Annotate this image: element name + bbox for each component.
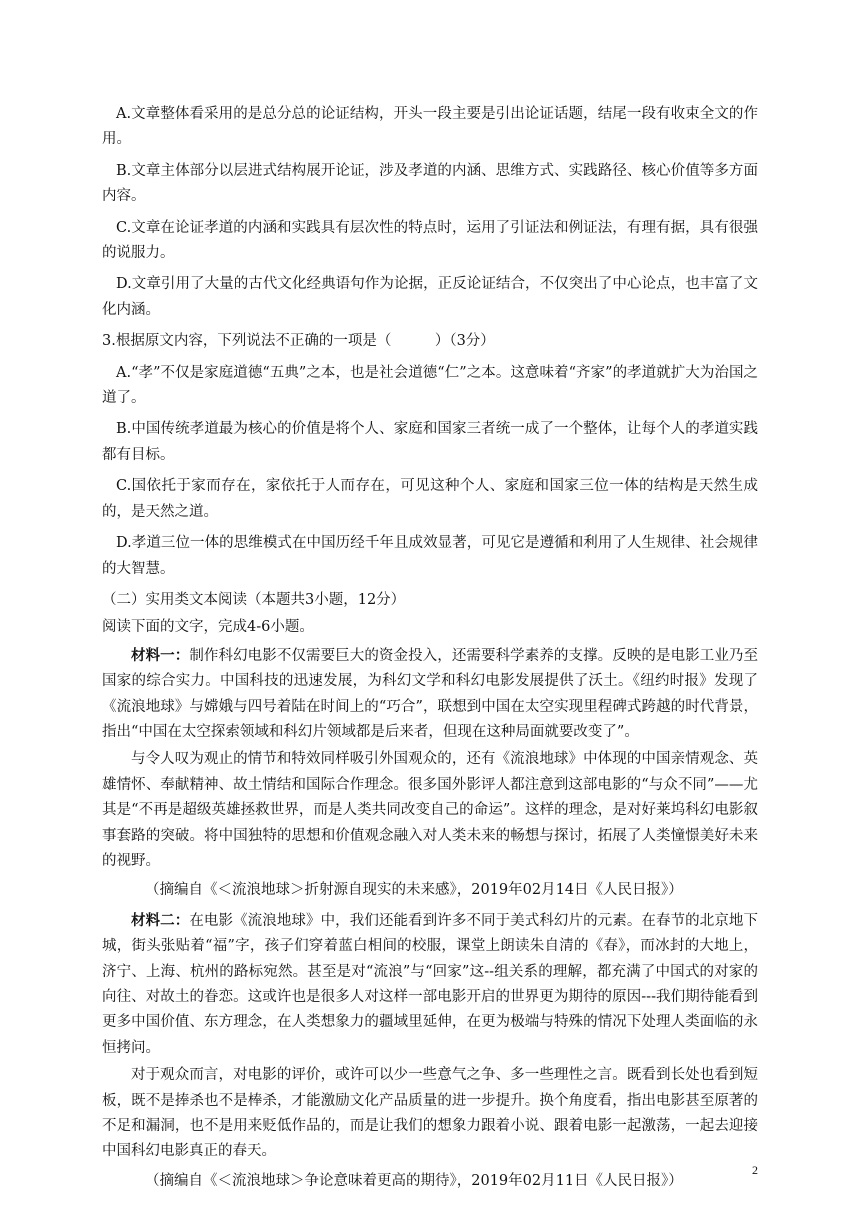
page-content <box>102 102 758 1194</box>
material2-source: （摘编自《＜流浪地球＞争论意味着更高的期待》，2019年02月11日《人民日报》） <box>145 1172 683 1189</box>
q2-option-b: B.文章主体部分以层进式结构展开论证，涉及孝道的内涵、思维方式、实践路径、核心价值等多方面内容。 <box>102 162 758 205</box>
q2-option-d: D.文章引用了大量的古代文化经典语句作为论据，正反论证结合，不仅突出了中心论点，也丰富了文化内涵。 <box>102 276 758 318</box>
material2-para1 <box>102 908 758 1061</box>
material1-para1-text: 制作科幻电影不仅需要巨大的资金投入，还需要科学素养的支撑。反映的是电影工业乃至国家的综合实力。中国科技的迅速发展，为科幻文学和科幻电影发展提供了沃土。《纽约时报》发现了《流浪地球》与嫦娥与四号着陆在时间上的“巧合”，联想到中国在太空实现里程碑式跨越的时代背景，指出“中国在太空探索领域和科幻片领域都是后来者，但现在这种局面就要改变了”。 <box>102 647 759 740</box>
q3-option-d: D.孝道三位一体的思维模式在中国历经千年且成效显著，可见它是遵循和利用了人生规律、社会规律的大智慧。 <box>102 535 758 577</box>
q3-question: 3.根据原文内容，下列说法不正确的一项是（ ）（3分） <box>102 333 495 350</box>
material2-label: 材料二： <box>131 911 190 929</box>
q3-option-c: C.国依托于家而存在，家依托于人而存在，可见这种个人、家庭和国家三位一体的结构是天然生成的，是天然之道。 <box>102 478 758 520</box>
material1-para1 <box>102 643 758 746</box>
material2-para1-text: 在电影《流浪地球》中，我们还能看到许多不同于美式科幻片的元素。在春节的北京地下城，街头张贴着“福”字，孩子们穿着蓝白相间的校服，课堂上朗读朱自清的《春》，而冰封的大地上，济宁、上海、杭州的路标宛然。甚至是对“流浪”与“回家”这--组关系的理解，都充满了中国式的对家的向往、对故土的眷恋。这或许也是很多人对这样一部电影开启的世界更为期待的原因---我们期待能看到更多中国价值、东方理念，在人类想象力的疆域里延伸，在更为极端与特殊的情况下处理人类面临的永恒拷问。 <box>102 912 759 1056</box>
q2-option-a: A.文章整体看采用的是总分总的论证结构，开头一段主要是引出论证话题，结尾一段有收束全文的作用。 <box>102 106 758 148</box>
section-heading: （二）实用类文本阅读（本题共3小题，12分） <box>102 591 406 608</box>
q3-option-a: A.“孝”不仅是家庭道德“五典”之本，也是社会道德“仁”之本。这意味着“齐家”的孝道就扩大为治国之道了。 <box>102 364 758 407</box>
section-instruction: 阅读下面的文字，完成4-6小题。 <box>102 619 314 636</box>
material1-para2: 与令人叹为观止的情节和特效同样吸引外国观众的，还有《流浪地球》中体现的中国亲情观念、英雄情怀、奉献精神、故土情结和国际合作理念。很多国外影评人都注意到这部电影的“与众不同”——尤其是“不再是超级英雄拯救世界，而是人类共同改变自己的命运”。这样的理念，是对好莱坞科幻电影叙事套路的突破。将中国独特的思想和价值观念融入对人类未来的畅想与探讨，拓展了人类憧憬美好未来的视野。 <box>102 751 758 869</box>
q2-option-c: C.文章在论证孝道的内涵和实践具有层次性的特点时，运用了引证法和例证法，有理有据，具有很强的说服力。 <box>102 219 758 262</box>
material2-para2: 对于观众而言，对电影的评价，或许可以少一些意气之争、多一些理性之言。既看到长处也看到短板，既不是捧杀也不是棒杀，才能激励文化产品质量的进一步提升。换个角度看，指出电影甚至原著的不足和漏洞，也不是用来贬低作品的，而是让我们的想象力跟着小说、跟着电影一起激荡，一起去迎接中国科幻电影真正的春天。 <box>102 1067 758 1160</box>
material1-source: （摘编自《＜流浪地球＞折射源自现实的未来感》，2019年02月14日《人民日报》） <box>145 882 683 899</box>
q3-option-b: B.中国传统孝道最为核心的价值是将个人、家庭和国家三者统一成了一个整体，让每个人的孝道实践都有目标。 <box>102 421 758 463</box>
material1-label: 材料一： <box>131 646 190 664</box>
page-number: 2 <box>752 1163 758 1177</box>
